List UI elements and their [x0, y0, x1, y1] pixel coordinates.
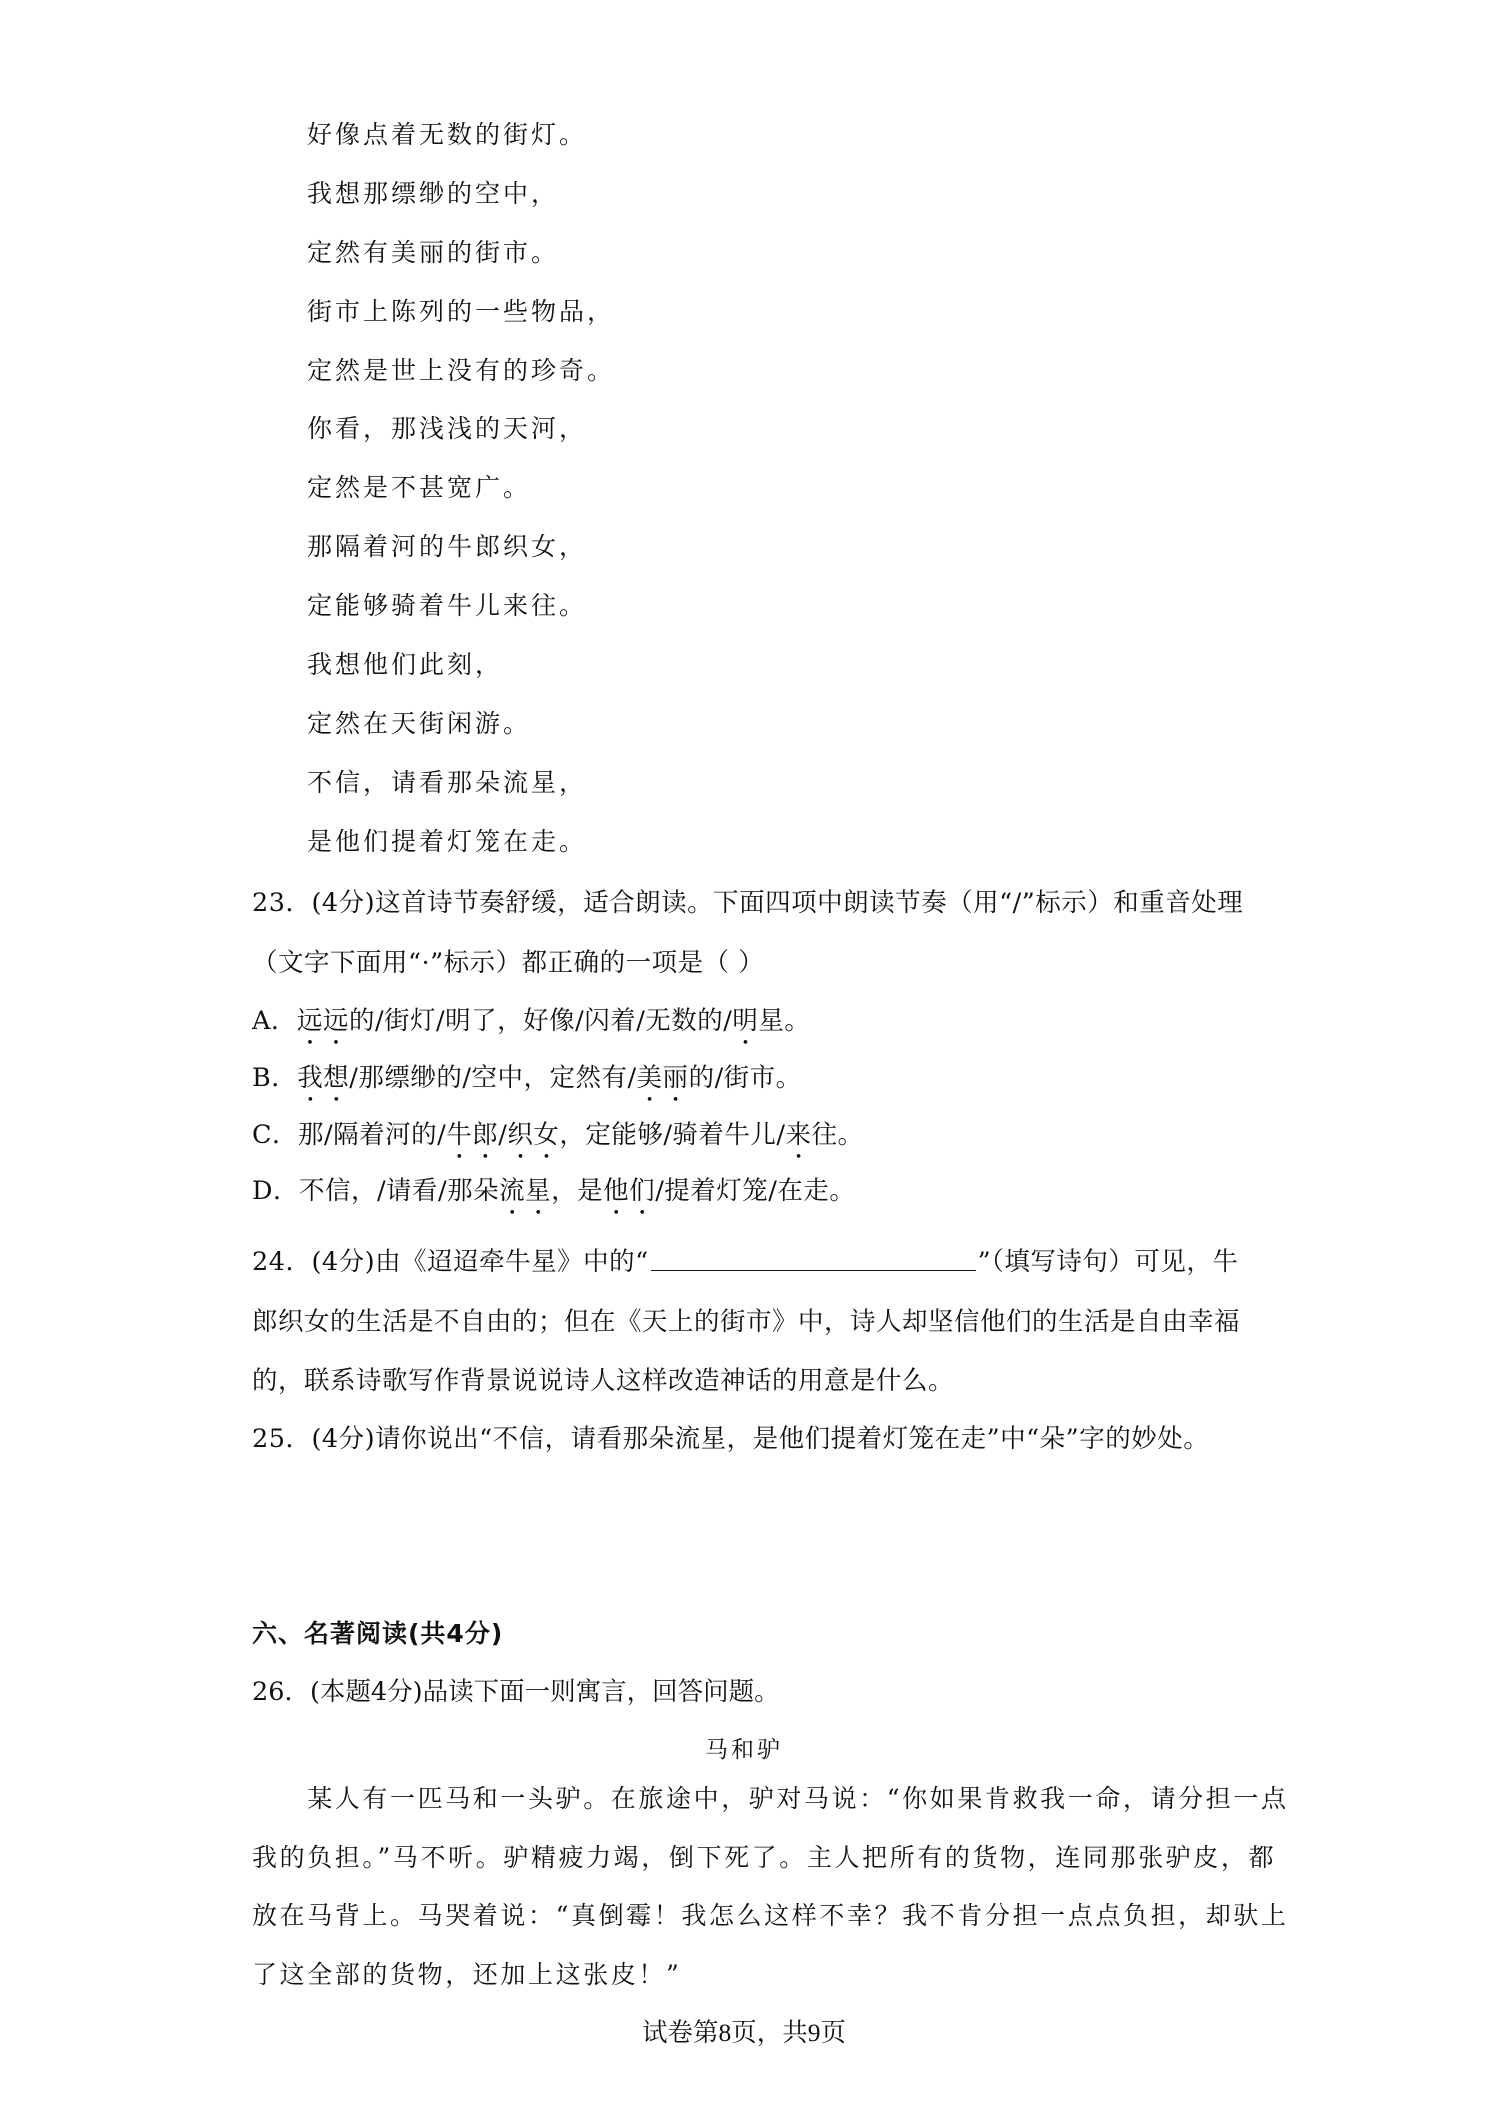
- fable-line: 某人有一匹马和一头驴。在旅途中，驴对马说：“你如果肯救我一命，请分担一点: [252, 1784, 1289, 1813]
- emphasis-text: 他们: [603, 1176, 656, 1207]
- option-text: 的/街灯/明了，好像/闪着/无数的/: [348, 1006, 733, 1036]
- page-footer: 试卷第8页，共9页: [641, 2018, 846, 2047]
- question-25: [252, 1410, 1252, 1470]
- emphasis-text: 远远: [296, 1006, 349, 1036]
- option-text: 那/隔着河的/: [298, 1119, 447, 1150]
- emphasis-text: 我想: [297, 1062, 350, 1093]
- poem-line: 我想他们此刻，: [307, 650, 504, 680]
- option-a[interactable]: [252, 993, 1252, 1050]
- poem-block: [307, 106, 1207, 872]
- poem-line: 定然是世上没有的珍奇。: [307, 355, 616, 385]
- question-24-line-3: 的，联系诗歌写作背景说说诗人这样改造神话的用意是什么。: [252, 1366, 955, 1396]
- question-24: [252, 1233, 1252, 1412]
- poem-line: 定能够骑着牛儿来往。: [307, 591, 588, 621]
- option-text: ，定能够/骑着牛儿/: [559, 1119, 786, 1150]
- poem-line: 好像点着无数的街灯。: [307, 120, 588, 149]
- question-26: 26．(本题4分)品读下面一则寓言，回答问题。: [252, 1677, 780, 1707]
- question-23-stem-line-2: （文字下面用“·”标示）都正确的一项是（ ）: [252, 947, 765, 978]
- option-b-letter: B．: [252, 1062, 298, 1093]
- option-text: ，是: [551, 1176, 604, 1207]
- option-text: /: [498, 1119, 508, 1150]
- emphasis-text: 牛郎: [446, 1119, 499, 1150]
- poem-line: 我想那缥缈的空中，: [307, 178, 560, 208]
- question-24-text: ”（填写诗句）可见，牛: [977, 1247, 1239, 1277]
- poem-line: 街市上陈列的一些物品，: [307, 296, 616, 326]
- option-d[interactable]: [252, 1163, 1252, 1220]
- option-c-letter: C．: [252, 1119, 299, 1150]
- poem-line: 定然有美丽的街市。: [307, 237, 560, 267]
- fable-line: 了这全部的货物，还加上这张皮！”: [252, 1959, 682, 1989]
- question-24-line-1: [252, 1233, 1252, 1293]
- emphasis-text: 明: [732, 1006, 759, 1036]
- poem-line: 定然是不甚宽广。: [307, 473, 532, 503]
- poem-line: 不信，请看那朵流星，: [307, 767, 588, 797]
- poem-line: 那隔着河的牛郎织女，: [307, 532, 588, 562]
- option-text: 往。: [811, 1119, 864, 1150]
- option-a-letter: A．: [252, 1006, 297, 1036]
- fable-line: 我的负担。”马不听。驴精疲力竭，倒下死了。主人把所有的货物，连同那张驴皮，都: [252, 1842, 1277, 1872]
- emphasis-text: 来: [785, 1119, 812, 1150]
- question-23-stem-line-1: 23．(4分)这首诗节奏舒缓，适合朗读。下面四项中朗读节奏（用“/”标示）和重音处理: [252, 888, 1244, 918]
- emphasis-text: 流星: [499, 1176, 552, 1207]
- question-24-line-2: 郎织女的生活是不自由的；但在《天上的街市》中，诗人却坚信他们的生活是自由幸福: [252, 1306, 1241, 1337]
- emphasis-text: 织女: [507, 1119, 560, 1150]
- option-b[interactable]: [252, 1050, 1252, 1107]
- option-text: 不信，/请看/那朵: [298, 1176, 500, 1207]
- option-text: 的/街市。: [688, 1062, 802, 1093]
- question-24-text: 24．(4分)由《迢迢牵牛星》中的“: [252, 1247, 649, 1277]
- question-23: [252, 874, 1252, 1220]
- section-6-title: 六、名著阅读(共4分): [252, 1619, 504, 1648]
- poem-line: 定然在天街闲游。: [307, 708, 532, 738]
- fable-line: 放在马背上。马哭着说：“真倒霉！我怎么这样不幸？我不肯分担一点点负担，却驮上: [252, 1901, 1289, 1930]
- question-25-line-1: 25．(4分)请你说出“不信，请看那朵流星，是他们提着灯笼在走”中“朵”字的妙处。: [252, 1424, 1210, 1454]
- option-c[interactable]: [252, 1107, 1252, 1164]
- option-d-letter: D．: [252, 1176, 299, 1207]
- poem-line: 你看，那浅浅的天河，: [307, 414, 588, 444]
- option-text: /那缥缈的/空中，定然有/: [349, 1062, 637, 1093]
- poem-line: 是他们提着灯笼在走。: [307, 826, 588, 856]
- option-text: /提着灯笼/在走。: [655, 1176, 856, 1207]
- fable-text: [252, 1770, 1289, 2004]
- option-text: 星。: [758, 1006, 811, 1036]
- answer-blank[interactable]: [651, 1246, 976, 1271]
- emphasis-text: 美丽: [636, 1062, 689, 1093]
- fable-title: 马和驴: [705, 1737, 783, 1763]
